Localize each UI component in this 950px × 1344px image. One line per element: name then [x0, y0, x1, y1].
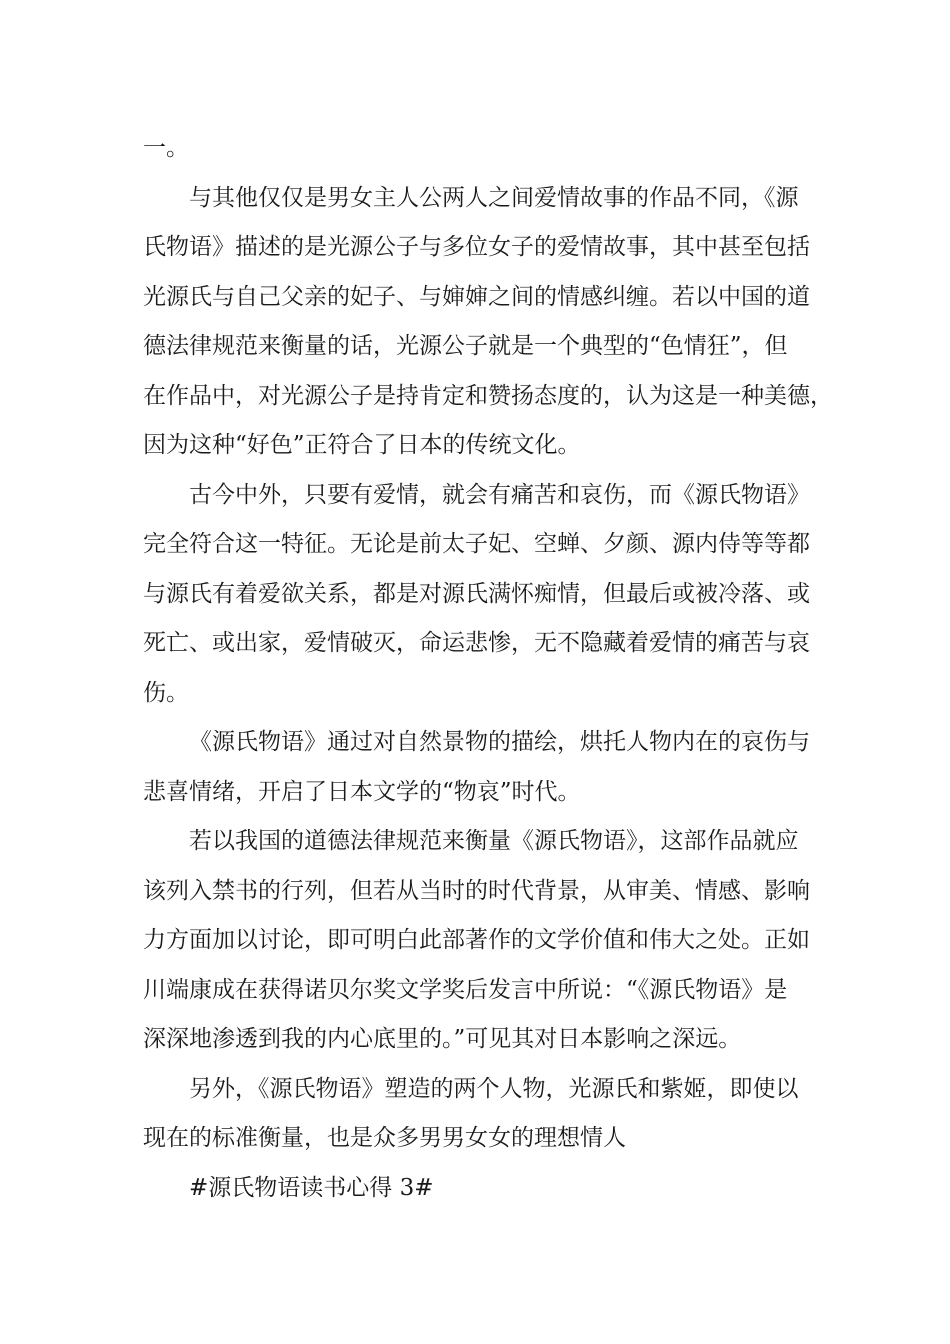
text-line: 力方面加以讨论，即可明白此部著作的文学价值和伟大之处。正如 — [143, 927, 810, 953]
text-line: 因为这种“好色”正符合了日本的传统文化。 — [143, 432, 581, 458]
text-line: 悲喜情绪，开启了日本文学的“物哀”时代。 — [143, 778, 581, 805]
paragraph-start-line: 《源氏物语》通过对自然景物的描绘，烘托人物内在的哀伤与 — [189, 729, 810, 755]
text-line: 德法律规范来衡量的话，光源公子就是一个典型的“色情狂”，但 — [143, 333, 788, 359]
document-body — [143, 124, 833, 1213]
text-line: 该列入禁书的行列，但若从当时的时代背景，从审美、情感、影响 — [143, 877, 810, 904]
text-line: 死亡、或出家，爱情破灭，命运悲惨，无不隐藏着爱情的痛苦与哀 — [143, 630, 810, 656]
text-line: 氏物语》描述的是光源公子与多位女子的爱情故事，其中甚至包括 — [143, 234, 810, 260]
text-line: 深深地渗透到我的内心底里的。”可见其对日本影响之深远。 — [143, 1026, 742, 1052]
text-line: 与源氏有着爱欲关系，都是对源氏满怀痴情，但最后或被冷落、或 — [143, 580, 810, 607]
paragraph-start-line: 与其他仅仅是男女主人公两人之间爱情故事的作品不同，《源 — [189, 184, 799, 211]
text-line: 完全符合这一特征。无论是前太子妃、空蝉、夕颜、源内侍等等都 — [143, 531, 810, 557]
section-heading: #源氏物语读书心得 3# — [189, 1174, 434, 1201]
text-line: 现在的标准衡量，也是众多男男女女的理想情人 — [143, 1125, 626, 1151]
paragraph-start-line: 古今中外，只要有爱情，就会有痛苦和哀伤，而《源氏物语》 — [189, 481, 810, 508]
text-line: 一。 — [143, 135, 189, 161]
text-line: 在作品中，对光源公子是持肯定和赞扬态度的，认为这是一种美德， — [143, 382, 833, 409]
text-line: 伤。 — [143, 679, 189, 706]
paragraph-start-line: 另外，《源氏物语》塑造的两个人物，光源氏和紫姬，即使以 — [189, 1075, 799, 1102]
text-line: 川端康成在获得诺贝尔奖文学奖后发言中所说：“《源氏物语》是 — [143, 976, 788, 1003]
text-line: 光源氏与自己父亲的妃子、与婶婶之间的情感纠缠。若以中国的道 — [143, 283, 810, 310]
paragraph-start-line: 若以我国的道德法律规范来衡量《源氏物语》，这部作品就应 — [189, 828, 799, 854]
